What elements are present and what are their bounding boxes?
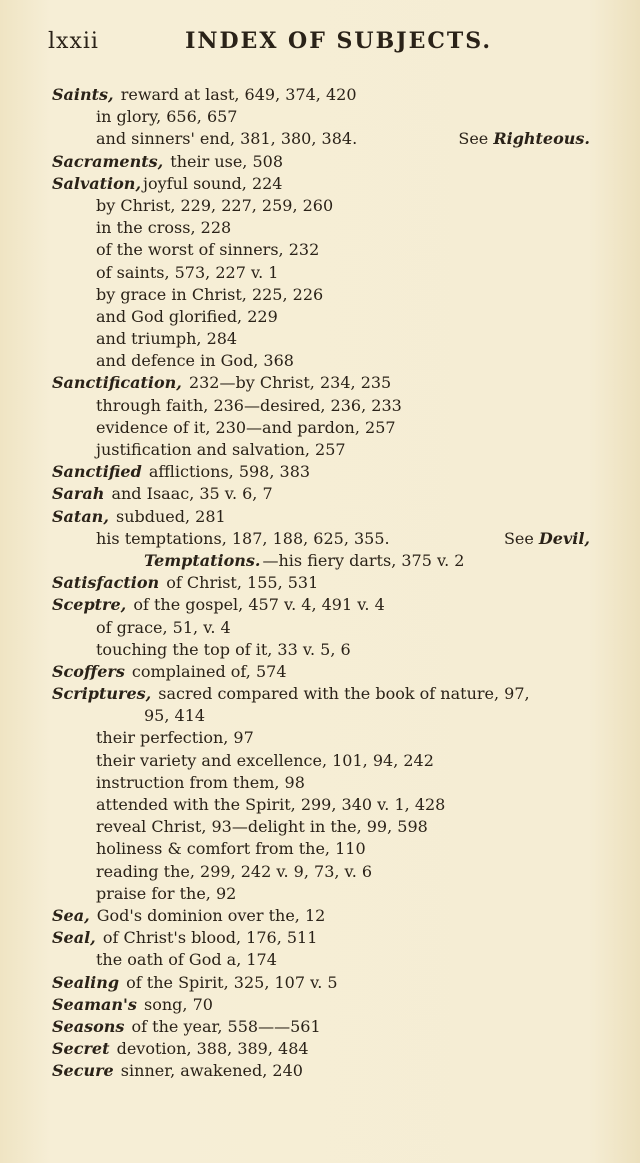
index-entry <box>52 173 620 195</box>
index-entry <box>52 84 620 106</box>
index-subentry <box>52 528 620 550</box>
entry-heading: Seal, <box>52 928 96 948</box>
entry-text: their use, 508 <box>165 151 284 171</box>
entry-text: evidence of it, 230—and pardon, 257 <box>96 417 396 437</box>
entry-text: reading the, 299, 242 v. 9, 73, v. 6 <box>96 861 373 881</box>
entry-text: and sinners' end, 381, 380, 384. <box>96 129 358 149</box>
entry-text: of the year, 558——561 <box>126 1016 321 1036</box>
running-title: INDEX OF SUBJECTS. <box>185 28 492 54</box>
index-subentry <box>52 306 620 328</box>
index-entry <box>52 661 620 683</box>
see-reference <box>504 528 590 550</box>
index-subentry <box>52 195 620 217</box>
index-subentry <box>52 705 620 727</box>
index-entry <box>52 594 620 616</box>
entry-text: in glory, 656, 657 <box>96 107 238 127</box>
page-number: lxxii <box>48 29 99 54</box>
entry-heading: Sarah <box>52 484 105 504</box>
entry-text: of Christ, 155, 531 <box>161 573 319 593</box>
entry-text: of the worst of sinners, 232 <box>96 240 320 260</box>
index-subentry <box>52 727 620 749</box>
index-entry <box>52 483 620 505</box>
entry-text: and defence in God, 368 <box>96 351 294 371</box>
entry-heading: Sealing <box>52 972 120 992</box>
entry-text: sacred compared with the book of nature, 97, <box>153 684 530 704</box>
entry-text: complained of, 574 <box>126 661 287 681</box>
entry-heading: Scriptures, <box>52 684 152 704</box>
entry-heading: Seaman's <box>52 994 137 1014</box>
entry-heading: Saints, <box>52 85 114 104</box>
index-subentry <box>52 949 620 971</box>
index-entry <box>52 994 620 1016</box>
index-subentry <box>52 550 620 572</box>
index-entry <box>52 905 620 927</box>
see-reference <box>458 128 590 150</box>
index-subentry <box>52 816 620 838</box>
index-entry <box>52 927 620 949</box>
entry-text: afflictions, 598, 383 <box>143 462 311 482</box>
entry-text: 95, 414 <box>144 706 206 726</box>
index-entry <box>52 572 620 594</box>
index-subentry <box>52 239 620 261</box>
see-word: See <box>458 129 494 149</box>
index-entries <box>52 84 620 1082</box>
entry-text: song, 70 <box>138 994 213 1014</box>
entry-heading: Sacraments, <box>52 151 164 171</box>
index-subentry <box>52 750 620 772</box>
entry-heading: Satan, <box>52 506 109 526</box>
entry-text: holiness & comfort from the, 110 <box>96 839 366 859</box>
entry-text: devotion, 388, 389, 484 <box>111 1039 309 1059</box>
index-subentry <box>52 417 620 439</box>
index-subentry <box>52 883 620 905</box>
entry-text: subdued, 281 <box>110 506 226 526</box>
index-subentry <box>52 262 620 284</box>
entry-text: of the Spirit, 325, 107 v. 5 <box>121 972 338 992</box>
see-target: Righteous. <box>493 129 590 149</box>
index-subentry <box>52 395 620 417</box>
entry-text: attended with the Spirit, 299, 340 v. 1, 428 <box>96 795 446 814</box>
index-subentry <box>52 350 620 372</box>
entry-text: touching the top of it, 33 v. 5, 6 <box>96 639 351 659</box>
entry-heading: Scoffers <box>52 661 125 681</box>
entry-text: their perfection, 97 <box>96 728 254 748</box>
entry-text: in the cross, 228 <box>96 218 232 238</box>
entry-heading: Sanctification, <box>52 373 182 393</box>
index-entry <box>52 372 620 394</box>
entry-heading: Seasons <box>52 1016 125 1036</box>
entry-text: —his fiery darts, 375 v. 2 <box>262 550 465 570</box>
entry-text: of saints, 573, 227 v. 1 <box>96 262 279 282</box>
index-subentry <box>52 639 620 661</box>
entry-heading: Sanctified <box>52 462 142 482</box>
entry-text: by Christ, 229, 227, 259, 260 <box>96 195 334 215</box>
entry-text: justification and salvation, 257 <box>96 440 346 459</box>
entry-text: instruction from them, 98 <box>96 772 305 792</box>
index-entry <box>52 1016 620 1038</box>
entry-text: God's dominion over the, 12 <box>91 905 326 925</box>
entry-text: reveal Christ, 93—delight in the, 99, 598 <box>96 817 428 837</box>
index-subentry <box>52 861 620 883</box>
entry-text: their variety and excellence, 101, 94, 242 <box>96 750 434 770</box>
index-entry <box>52 461 620 483</box>
index-subentry <box>52 217 620 239</box>
entry-heading: Secure <box>52 1061 114 1081</box>
entry-text: and triumph, 284 <box>96 329 238 349</box>
index-entry <box>52 151 620 173</box>
entry-heading: Sea, <box>52 905 90 925</box>
entry-text: and God glorified, 229 <box>96 306 278 326</box>
index-entry <box>52 1060 620 1082</box>
page-header <box>48 28 492 54</box>
index-entry <box>52 1038 620 1060</box>
index-subentry <box>52 772 620 794</box>
entry-text: of grace, 51, v. 4 <box>96 617 231 637</box>
entry-text: and Isaac, 35 v. 6, 7 <box>106 484 273 504</box>
entry-text: by grace in Christ, 225, 226 <box>96 284 324 304</box>
entry-text: the oath of God a, 174 <box>96 950 277 970</box>
entry-text: reward at last, 649, 374, 420 <box>115 85 357 104</box>
index-entry <box>52 506 620 528</box>
entry-text: 232—by Christ, 234, 235 <box>183 373 392 393</box>
entry-heading: Satisfaction <box>52 573 160 593</box>
index-entry <box>52 972 620 994</box>
entry-text: of Christ's blood, 176, 511 <box>97 928 318 948</box>
index-subentry <box>52 617 620 639</box>
entry-text: praise for the, 92 <box>96 883 237 903</box>
entry-text: sinner, awakened, 240 <box>115 1061 303 1081</box>
entry-text: his temptations, 187, 188, 625, 355. <box>96 528 390 548</box>
entry-text: of the gospel, 457 v. 4, 491 v. 4 <box>128 595 385 615</box>
index-subentry <box>52 328 620 350</box>
index-subentry <box>52 128 620 150</box>
index-subentry <box>52 106 620 128</box>
entry-heading: Temptations. <box>144 550 261 570</box>
see-word: See <box>503 528 539 548</box>
index-subentry <box>52 439 620 461</box>
entry-heading: Sceptre, <box>52 595 127 615</box>
index-subentry <box>52 794 620 816</box>
entry-text: joyful sound, 224 <box>143 173 283 193</box>
index-subentry <box>52 284 620 306</box>
see-target: Devil, <box>538 528 590 548</box>
entry-heading: Secret <box>52 1039 110 1059</box>
index-subentry <box>52 838 620 860</box>
entry-heading: Salvation, <box>52 173 142 193</box>
index-entry <box>52 683 620 705</box>
entry-text: through faith, 236—desired, 236, 233 <box>96 395 402 415</box>
